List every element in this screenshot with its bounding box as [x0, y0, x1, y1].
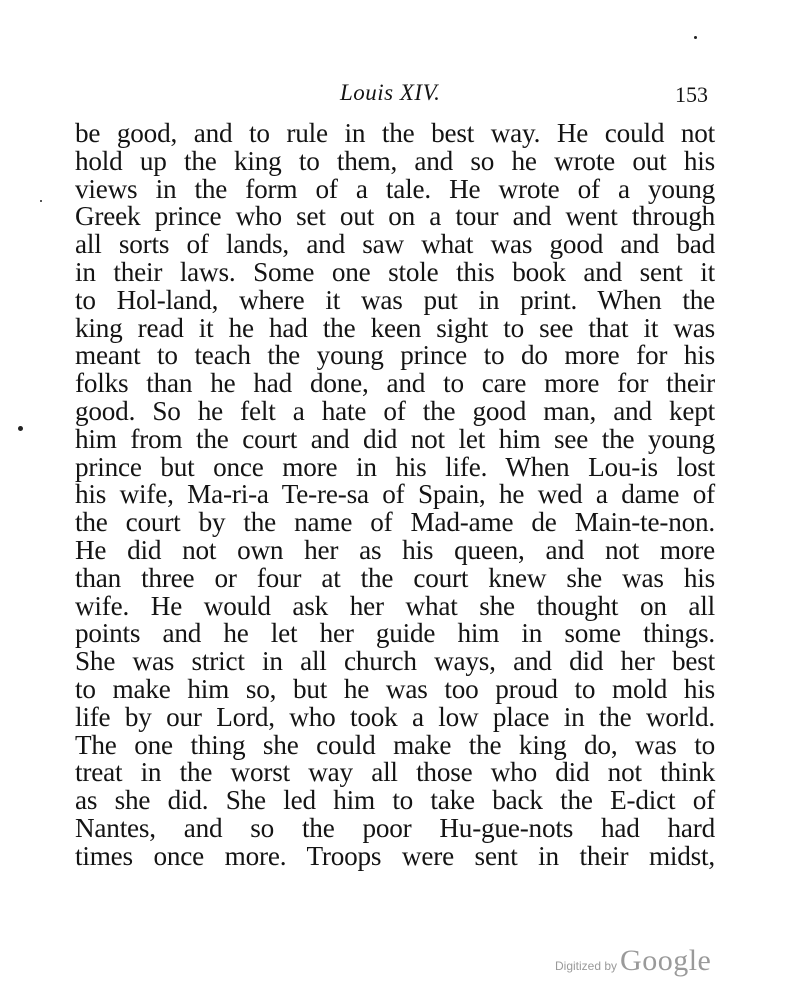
text-line: He did not own her as his queen, and not more — [75, 534, 715, 565]
running-head — [0, 80, 805, 110]
text-line: points and he let her guide him in some things. — [75, 618, 715, 649]
text-line: life by our Lord, who took a low place in the world. — [75, 701, 715, 732]
text-line: him from the court and did not let him see the young — [75, 423, 715, 454]
text-line: Greek prince who set out on a tour and went through — [75, 201, 715, 232]
text-line: Nantes, and so the poor Hu-gue-nots had hard — [75, 812, 715, 843]
text-line: times once more. Troops were sent in their midst, — [75, 840, 715, 871]
digitized-watermark — [555, 944, 711, 984]
ink-speck — [694, 36, 697, 39]
text-line: treat in the worst way all those who did not think — [75, 757, 715, 788]
text-line: wife. He would ask her what she thought on all — [75, 590, 715, 621]
page-number: 153 — [675, 82, 708, 107]
text-line: to make him so, but he was too proud to mold his — [75, 673, 715, 704]
running-title: Louis XIV. — [340, 80, 441, 105]
text-line: views in the form of a tale. He wrote of a young — [75, 173, 715, 204]
google-logo: Google — [620, 944, 712, 977]
text-line: She was strict in all church ways, and did her best — [75, 646, 715, 677]
text-line: prince but once more in his life. When Lou-is lost — [75, 451, 715, 482]
text-line: the court by the name of Mad-ame de Main-te-non. — [75, 507, 715, 538]
text-line: be good, and to rule in the best way. He could not — [75, 118, 715, 148]
text-line: than three or four at the court knew she was his — [75, 562, 715, 593]
text-line: to Hol-land, where it was put in print. When the — [75, 284, 715, 315]
text-line: good. So he felt a hate of the good man, and kept — [75, 395, 715, 426]
text-line: all sorts of lands, and saw what was good and bad — [75, 229, 715, 260]
body-text — [75, 120, 715, 871]
watermark-prefix: Digitized by — [555, 959, 618, 973]
text-line: folks than he had done, and to care more for their — [75, 368, 715, 399]
text-line: hold up the king to them, and so he wrote out his — [75, 145, 715, 176]
text-line: king read it he had the keen sight to see that it was — [75, 312, 715, 343]
ink-speck — [18, 426, 23, 431]
ink-speck — [40, 200, 42, 202]
text-line: as she did. She led him to take back the E-dict of — [75, 785, 715, 816]
text-line: his wife, Ma-ri-a Te-re-sa of Spain, he wed a dame of — [75, 479, 715, 510]
text-line: meant to teach the young prince to do more for his — [75, 340, 715, 371]
text-line: The one thing she could make the king do, was to — [75, 729, 715, 760]
text-line: in their laws. Some one stole this book and sent it — [75, 256, 715, 287]
